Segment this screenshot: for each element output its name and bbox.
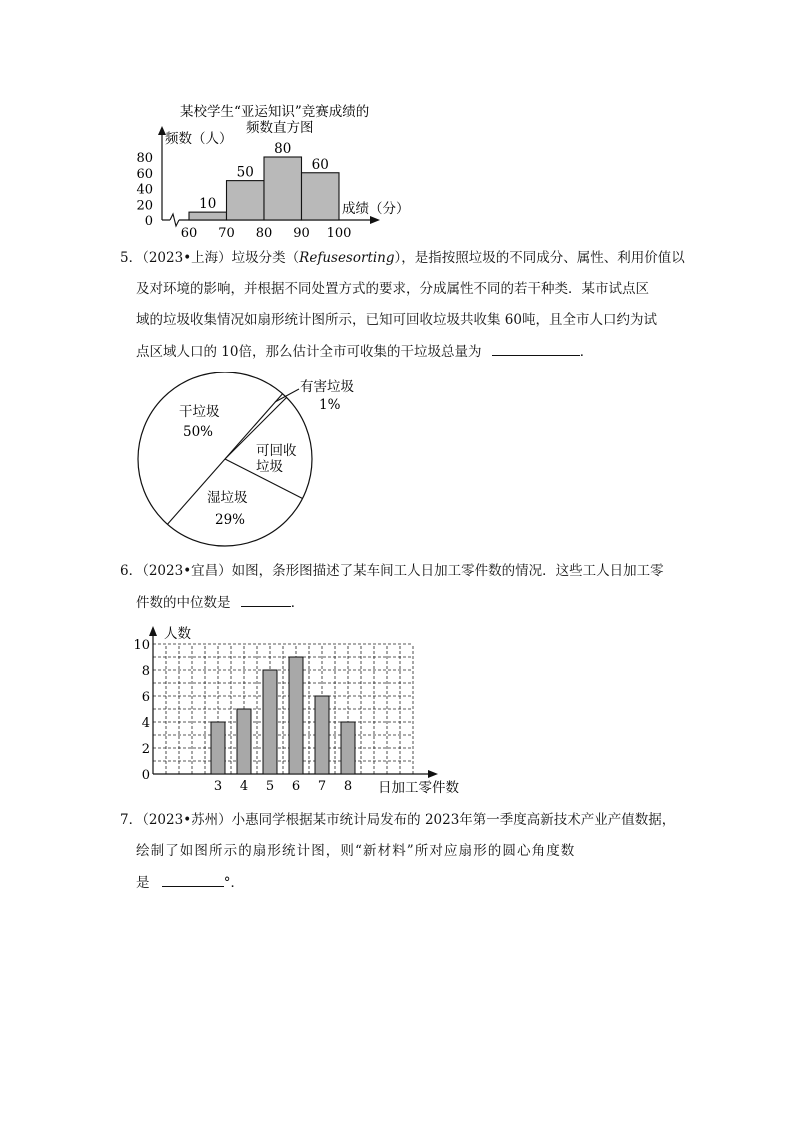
q7-line3-end: °． [223, 875, 245, 891]
bar-y-arrow [149, 626, 157, 636]
bar [263, 670, 277, 774]
bar-x-tick: 4 [239, 779, 249, 794]
histogram-bar-label: 50 [236, 164, 254, 181]
histogram-title-line2: 频数直方图 [246, 120, 314, 136]
q5-line1-italic: Refusesorting [299, 250, 395, 266]
waste-pie-chart [135, 372, 375, 547]
histogram-x-arrow [370, 216, 380, 224]
q5-answer-blank[interactable] [492, 341, 580, 356]
histogram-chart [120, 95, 430, 240]
bar-x-label: 日加工零件数 [378, 780, 459, 796]
histogram-x-tick: 80 [255, 226, 273, 240]
bar-y-tick: 6 [141, 690, 150, 705]
pie-harmful-label: 有害垃圾 [300, 379, 354, 395]
histogram-x-tick: 90 [293, 226, 310, 240]
q6-line2-end: ． [290, 595, 305, 611]
bar-x-tick: 8 [343, 779, 353, 794]
pie-wet-pct: 29% [215, 512, 246, 528]
histogram-y-tick: 80 [136, 151, 153, 166]
bar [237, 709, 251, 774]
q7-line2: 绘制了如图所示的扇形统计图，则“新材料”所对应扇形的圆心角度数 [136, 843, 576, 859]
bar [289, 657, 303, 774]
histogram-bar-label: 60 [311, 156, 329, 173]
histogram-title-line1: 某校学生“亚运知识”竞赛成绩的 [180, 104, 370, 120]
bar-x-tick: 3 [213, 779, 223, 794]
q5-line4-text: 点区域人口的 10倍，那么估计全市可收集的干垃圾总量为 [136, 344, 482, 360]
histogram-y-tick: 60 [136, 166, 153, 182]
histogram-bar-label: 10 [199, 196, 217, 213]
histogram-x-tick: 60 [180, 226, 198, 240]
q5-line3: 域的垃圾收集情况如扇形统计图所示，已知可回收垃圾共收集 60吨，且全市人口约为试 [136, 312, 657, 328]
histogram-bar [302, 173, 340, 220]
histogram-bar [189, 212, 227, 220]
histogram-axis-break [170, 214, 179, 226]
q6-answer-blank[interactable] [241, 592, 291, 607]
pie-dry-pct: 50% [183, 424, 214, 440]
bar-y-tick: 10 [133, 638, 150, 653]
q7-answer-blank[interactable] [162, 872, 224, 887]
histogram-y-tick: 40 [136, 182, 153, 198]
parts-bar-chart [132, 618, 472, 800]
bar-x-tick: 7 [317, 779, 327, 794]
pie-wet-label: 湿垃圾 [207, 490, 248, 506]
histogram-bar [264, 157, 302, 220]
histogram-y-tick: 20 [136, 198, 153, 214]
histogram-x-tick: 100 [326, 226, 352, 240]
q5-line4-end: ． [579, 344, 594, 360]
bar-x-tick: 5 [265, 779, 275, 794]
q7-line1: 7．（2023•苏州）小惠同学根据某市统计局发布的 2023年第一季度高新技术产业产值数据， [120, 812, 676, 828]
bar-y-label: 人数 [164, 626, 191, 642]
bar-y-tick: 2 [141, 742, 150, 757]
histogram-y-label: 频数（人） [165, 131, 233, 147]
pie-dry-label: 干垃圾 [179, 404, 220, 420]
q6-line2-text: 件数的中位数是 [136, 595, 231, 611]
pie-harmful-pct: 1% [319, 397, 341, 413]
pie-recycle-label-1: 可回收 [256, 443, 297, 459]
q7-line3-text: 是 [136, 875, 150, 891]
q6-line1: 6．（2023•宜昌）如图，条形图描述了某车间工人日加工零件数的情况．这些工人日加工零 [120, 563, 664, 579]
q5-line1-prefix: 5．（2023•上海）垃圾分类（ [120, 250, 300, 266]
bar-x-tick: 6 [291, 779, 301, 794]
bar [341, 722, 355, 774]
q5-line1-suffix: ），是指按照垃圾的不同成分、属性、利用价值以 [394, 250, 685, 266]
bar-y-tick: 4 [141, 716, 150, 731]
histogram-y-tick: 0 [144, 214, 153, 229]
bar-y-tick: 0 [141, 768, 150, 783]
bar [211, 722, 225, 774]
q5-line4 [136, 341, 593, 362]
histogram-bar [227, 181, 265, 220]
q6-line2 [136, 592, 304, 613]
histogram-x-label: 成绩（分） [342, 201, 410, 217]
bar-y-tick: 8 [141, 664, 150, 679]
q7-line3 [136, 872, 244, 893]
histogram-x-tick: 70 [218, 226, 235, 240]
q5-line2: 及对环境的影响，并根据不同处置方式的要求，分成属性不同的若干种类．某市试点区 [136, 281, 649, 297]
histogram-bar-label: 80 [274, 141, 292, 157]
bar-x-arrow [428, 770, 438, 778]
bar [315, 696, 329, 774]
pie-recycle-label-2: 垃圾 [256, 459, 283, 475]
q5-line1 [120, 248, 685, 268]
